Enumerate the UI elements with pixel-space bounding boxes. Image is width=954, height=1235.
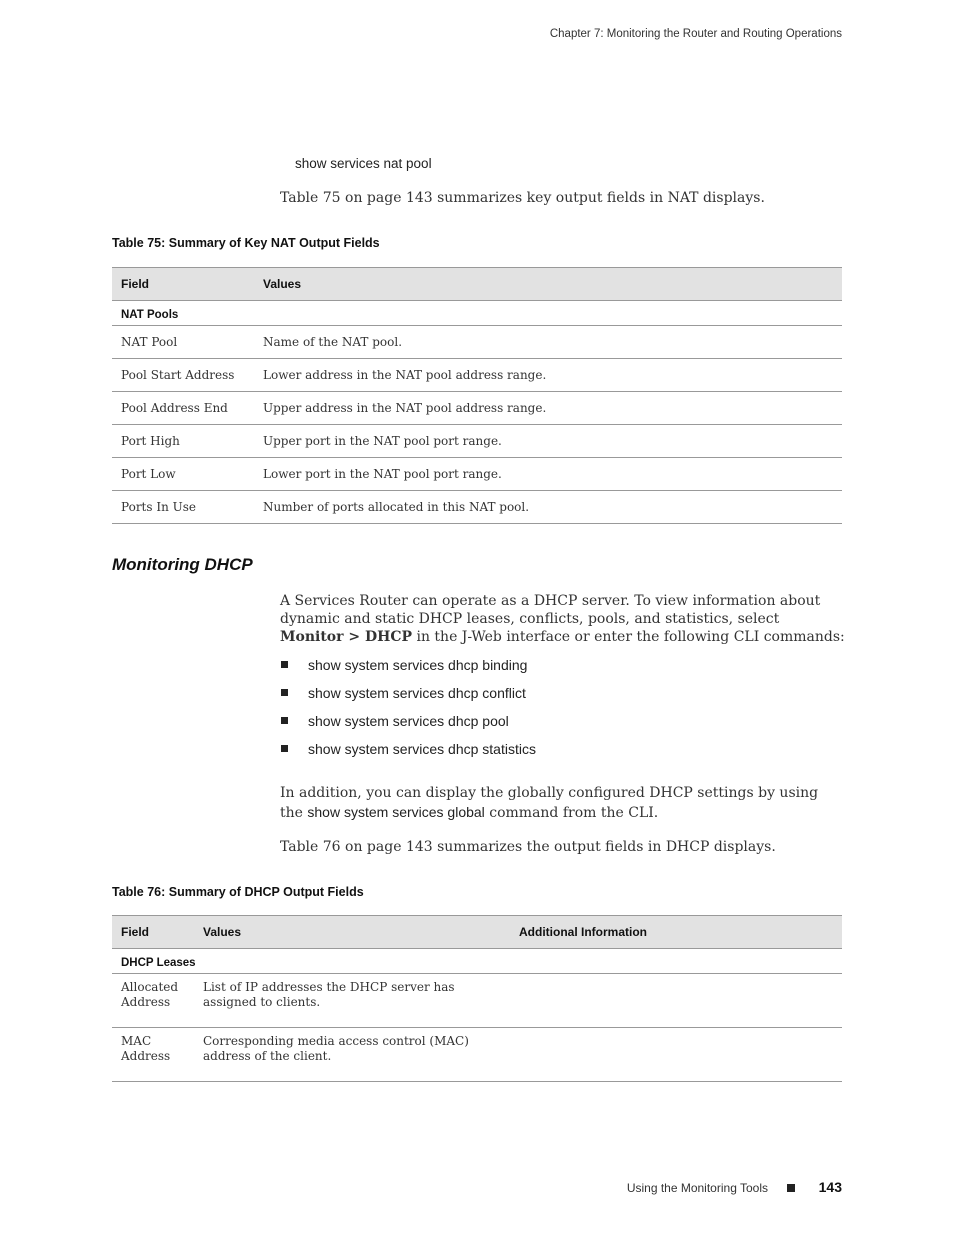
value-cell: Name of the NAT pool. xyxy=(254,326,842,359)
dhcp-global-text-b: command from the CLI. xyxy=(484,805,659,821)
table-group-row xyxy=(112,301,842,326)
field-cell: Port High xyxy=(112,425,254,458)
cli-command: show system services dhcp binding xyxy=(308,657,528,673)
field-cell: Pool Start Address xyxy=(112,359,254,392)
table-header-row xyxy=(112,268,842,301)
section-title-monitoring-dhcp: Monitoring DHCP xyxy=(112,555,253,574)
table-group-row xyxy=(112,949,842,974)
value-cell: Upper port in the NAT pool port range. xyxy=(254,425,842,458)
dhcp-intro-text-a: A Services Router can operate as a DHCP server. To view information about dynamic and static DHCP leases, conflicts, pools, and statistics, select xyxy=(280,593,821,627)
table-row xyxy=(112,1028,842,1082)
dhcp-global-paragraph xyxy=(280,784,845,823)
cli-command: show system services dhcp conflict xyxy=(308,685,526,701)
info-cell xyxy=(510,974,842,1028)
table-row xyxy=(112,392,842,425)
column-header-additional-information: Additional Information xyxy=(510,916,842,949)
nat-output-table xyxy=(112,267,842,524)
column-header-values: Values xyxy=(194,916,510,949)
field-cell: Allocated Address xyxy=(112,974,194,1028)
cli-command: show system services dhcp pool xyxy=(308,713,509,729)
group-label-nat-pools: NAT Pools xyxy=(112,301,842,326)
dhcp-output-table xyxy=(112,915,842,1082)
field-cell: Pool Address End xyxy=(112,392,254,425)
field-cell: MAC Address xyxy=(112,1028,194,1082)
bullet-square-icon xyxy=(281,689,288,696)
running-header: Chapter 7: Monitoring the Router and Routing Operations xyxy=(549,28,842,40)
table-header-row xyxy=(112,916,842,949)
nat-intro: Table 75 on page 143 summarizes key output fields in NAT displays. xyxy=(280,190,765,206)
dhcp-intro-paragraph xyxy=(280,592,845,646)
footer-square-icon xyxy=(787,1184,795,1192)
table-row xyxy=(112,425,842,458)
dhcp-intro-text-b: in the J-Web interface or enter the following CLI commands: xyxy=(412,629,845,645)
page-number: 143 xyxy=(818,1179,842,1195)
value-cell: Lower port in the NAT pool port range. xyxy=(254,458,842,491)
table-row xyxy=(112,974,842,1028)
global-settings-command: show system services global xyxy=(307,804,485,820)
dhcp-table-intro: Table 76 on page 143 summarizes the output fields in DHCP displays. xyxy=(280,839,776,855)
nat-command: show services nat pool xyxy=(295,156,432,171)
info-cell xyxy=(510,1028,842,1082)
column-header-values: Values xyxy=(254,268,842,301)
table-row xyxy=(112,359,842,392)
table-76-caption: Table 76: Summary of DHCP Output Fields xyxy=(112,885,364,899)
value-cell: Lower address in the NAT pool address range. xyxy=(254,359,842,392)
column-header-field: Field xyxy=(112,268,254,301)
table-row xyxy=(112,326,842,359)
dhcp-cli-command-list xyxy=(280,656,536,768)
list-item xyxy=(280,740,536,768)
footer-section-name: Using the Monitoring Tools xyxy=(626,1181,768,1195)
value-cell: Corresponding media access control (MAC) address of the client. xyxy=(194,1028,510,1082)
field-cell: Port Low xyxy=(112,458,254,491)
monitor-dhcp-menu-path: Monitor > DHCP xyxy=(280,629,413,645)
dhcp-global-text-a: In addition, you can display the globally configured DHCP settings by using the xyxy=(280,785,819,821)
table-75-caption: Table 75: Summary of Key NAT Output Fields xyxy=(112,236,380,250)
bullet-square-icon xyxy=(281,661,288,668)
group-label-dhcp-leases: DHCP Leases xyxy=(112,949,842,974)
value-cell: Number of ports allocated in this NAT pool. xyxy=(254,491,842,524)
cli-command: show system services dhcp statistics xyxy=(308,741,536,757)
field-cell: NAT Pool xyxy=(112,326,254,359)
bullet-square-icon xyxy=(281,745,288,752)
column-header-field: Field xyxy=(112,916,194,949)
value-cell: List of IP addresses the DHCP server has assigned to clients. xyxy=(194,974,510,1028)
bullet-square-icon xyxy=(281,717,288,724)
table-row xyxy=(112,458,842,491)
field-cell: Ports In Use xyxy=(112,491,254,524)
table-row xyxy=(112,491,842,524)
value-cell: Upper address in the NAT pool address range. xyxy=(254,392,842,425)
list-item xyxy=(280,712,536,740)
list-item xyxy=(280,684,536,712)
list-item xyxy=(280,656,536,684)
